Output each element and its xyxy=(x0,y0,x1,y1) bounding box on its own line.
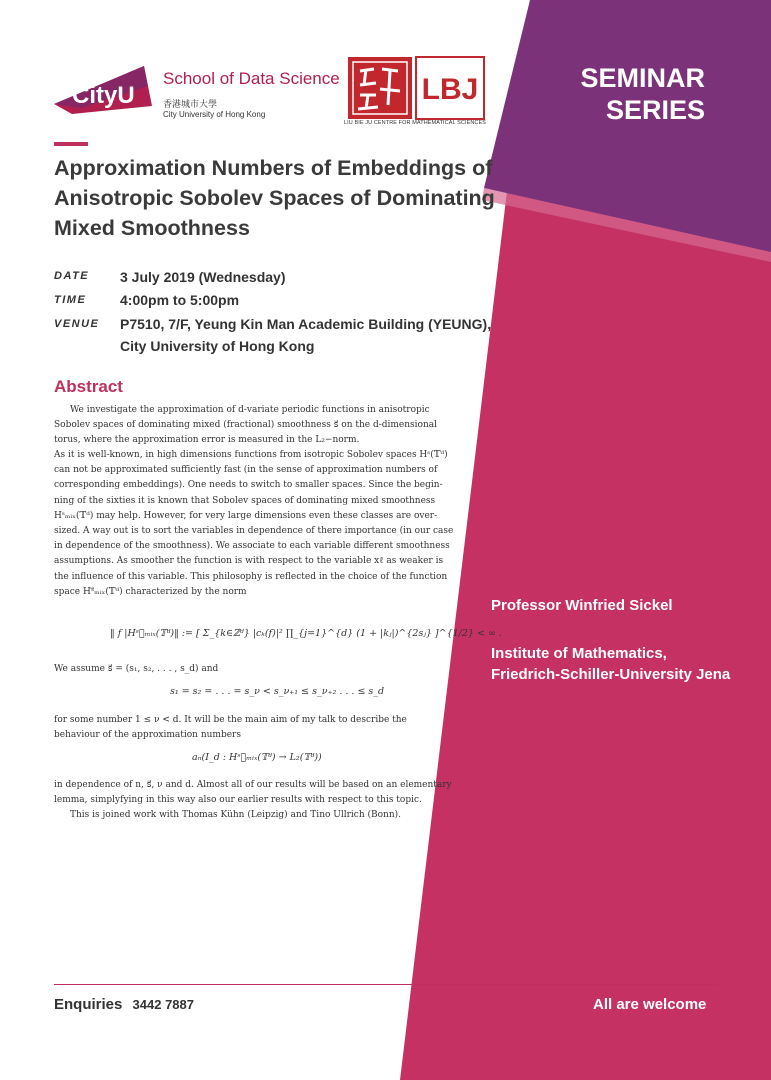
abstract-line: can not be approximated sufficiently fast (in the sense of approximation numbers of xyxy=(54,465,438,475)
institute-line-2: Friedrich-Schiller-University Jena xyxy=(491,666,731,683)
abstract-line: torus, where the approximation error is measured in the L₂−norm. xyxy=(54,435,360,445)
enquiries-label: Enquiries xyxy=(54,996,123,1013)
lbj-centre-logo xyxy=(346,55,486,125)
date-label: DATE xyxy=(54,270,90,282)
venue-line-1: P7510, 7/F, Yeung Kin Man Academic Building (YEUNG), xyxy=(120,316,492,332)
abstract-line: the influence of this variable. This philosophy is reflected in the choice of the function xyxy=(54,572,448,582)
abstract-line: behaviour of the approximation numbers xyxy=(54,730,241,740)
seminar-series-banner xyxy=(580,62,705,126)
abstract-line: Hˢₘᵢₓ(𝕋ᵈ) may help. However, for very large dimensions even these classes are over- xyxy=(54,511,438,521)
abstract-line: ning of the sixties it is known that Sobolev spaces of dominating mixed smoothness xyxy=(54,496,436,506)
time-value: 4:00pm to 5:00pm xyxy=(120,292,240,308)
school-name: School of Data Science xyxy=(163,69,340,88)
norm-formula: ‖ f |Hˢ⃗ₘᵢₓ(𝕋ᵈ)‖ := [ Σ_{k∈ℤᵈ} |cₖ(f)|² ∏_{j=1}^{d} (1 + |kⱼ|)^{2sⱼ} ]^{1/2} < ∞ . xyxy=(110,628,502,639)
venue-line-2: City University of Hong Kong xyxy=(120,338,315,354)
speaker-institute xyxy=(491,643,730,685)
lbj-caption: LIU BIE JU CENTRE FOR MATHEMATICAL SCIENCES xyxy=(344,120,487,126)
enquiries xyxy=(54,996,194,1013)
abstract-line: space Hˢ⃗ₘᵢₓ(𝕋ᵈ) characterized by the norm xyxy=(54,587,247,597)
title-accent-bar xyxy=(54,142,88,146)
lbj-logo-text: LBJ xyxy=(421,73,479,106)
speaker-name: Professor Winfried Sickel xyxy=(491,597,673,614)
abstract-line: lemma, simplyfying in this way also our earlier results with respect to this topic. xyxy=(54,795,422,805)
university-chinese-name: 香港城市大學 xyxy=(163,99,218,109)
venue-label: VENUE xyxy=(54,318,100,330)
abstract-line: As it is well-known, in high dimensions functions from isotropic Sobolev spaces Hˢ(𝕋ᵈ) xyxy=(54,450,448,460)
abstract-line: We investigate the approximation of d-variate periodic functions in anisotropic xyxy=(70,405,430,415)
abstract-line: sized. A way out is to sort the variables in dependence of there importance (in our case xyxy=(54,526,454,536)
time-label: TIME xyxy=(54,294,87,306)
banner-line-1: SEMINAR xyxy=(580,63,705,93)
abstract-line: corresponding embeddings). One needs to switch to smaller spaces. Since the begin- xyxy=(54,480,443,490)
abstract-line: in dependence of n, s⃗, ν and d. Almost all of our results will be based on an elementary xyxy=(54,780,452,790)
smoothness-chain-formula: s₁ = s₂ = . . . = s_ν < s_ν₊₁ ≤ s_ν₊₂ . . . ≤ s_d xyxy=(170,686,385,697)
enquiries-phone: 3442 7887 xyxy=(132,997,194,1012)
seal-stamp xyxy=(348,57,412,119)
banner-line-2: SERIES xyxy=(605,95,705,125)
abstract-line: for some number 1 ≤ ν < d. It will be the main aim of my talk to describe the xyxy=(54,715,407,725)
cityu-logo-text: CityU xyxy=(72,82,135,109)
all-welcome-text: All are welcome xyxy=(593,996,707,1013)
talk-title: Approximation Numbers of Embeddings of Anisotropic Sobolev Spaces of Dominating Mixed Smoothness xyxy=(54,156,495,240)
abstract-heading: Abstract xyxy=(54,377,123,396)
abstract-line: We assume s⃗ = (s₁, s₂, . . . , s_d) and xyxy=(54,664,219,674)
abstract-line: Sobolev spaces of dominating mixed (fractional) smoothness s⃗ on the d-dimensional xyxy=(54,420,438,430)
institute-line-1: Institute of Mathematics, xyxy=(491,645,667,662)
approximation-numbers-formula: aₙ(I_d : Hˢ⃗ₘᵢₓ(𝕋ᵈ) → L₂(𝕋ᵈ)) xyxy=(192,752,322,763)
abstract-line: This is joined work with Thomas Kühn (Leipzig) and Tino Ullrich (Bonn). xyxy=(70,810,401,820)
date-value: 3 July 2019 (Wednesday) xyxy=(120,269,286,285)
abstract-line: assumptions. As smoother the function is with respect to the variable xℓ as weaker is xyxy=(54,556,444,566)
university-english-name: City University of Hong Kong xyxy=(163,110,266,119)
abstract-line: in dependence of the smoothness). We associate to each variable different smoothness xyxy=(54,541,450,551)
footer-divider xyxy=(54,984,718,985)
